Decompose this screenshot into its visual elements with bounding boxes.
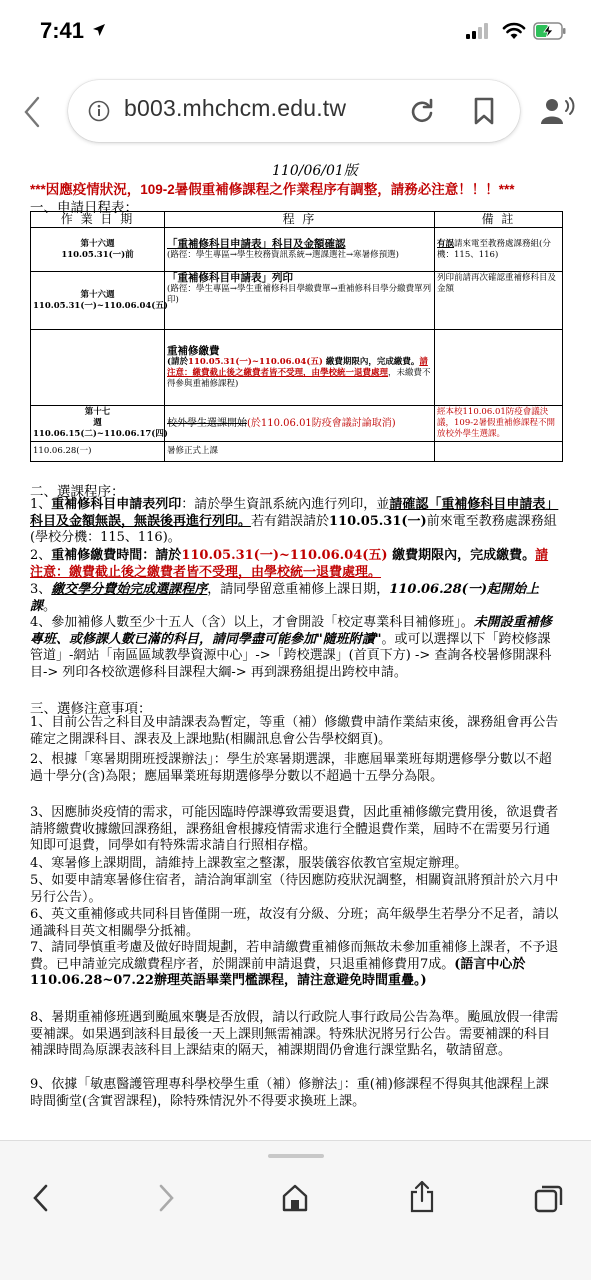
chevron-left-icon[interactable] [30,1183,52,1213]
row1-note-text: 請來電至教務處課務組(分機：115、116) [437,238,551,260]
p3-title: 繳交學分費始完成選課程序 [51,582,208,597]
note-item-2 [30,752,560,785]
note-item-8 [30,1010,560,1060]
version-label: 110/06/01版 [272,163,358,179]
row1-title: 「重補修科目申請表」科目及金額確認 [167,237,346,250]
note-text: 根據「寒暑期開班授課辦法」：學生於寒暑期選課，非應屆畢業班每期選修學分數以不超過十學分(含)為限；應屆畢業班每期選修學分數以不超過十五學分為限。 [30,752,552,784]
share-icon[interactable] [408,1179,436,1213]
note-7-emph: (語言中心於110.06.28~07.22辦理英語畢業門檻課程，請注意避免時間重疊。) [30,956,526,988]
p1-d: 若有錯誤請於 [251,513,330,529]
p4-c: 。或可以選擇以下「跨校修課管道」-網站「南區區域教學資源中心」->「跨校選課」(首頁下方) -> 查詢各校暑修開課科目-> 列印各校欲選修科目課程大綱-> 再到課務組提出跨校申請。 [30,631,552,680]
row1-note [435,228,563,272]
section-notes-heading: 三、選修注意事項： [30,701,152,717]
p4-emph: 未開設重補修專班、或修課人數已滿的科目，請同學盡可能參加"隨班附讀" [30,615,552,647]
procedure-item-1 [30,497,560,547]
procedure-item-4 [30,615,560,681]
col-header-date: 作 業 日 期 [31,212,165,228]
bookmark-icon[interactable] [472,97,496,125]
row3-procedure [165,330,435,406]
row1-path: (路徑：學生專區→學生校務資訊系統→選課選社→寒暑修預選) [167,249,400,260]
row4-note: 經本校110.06.01防疫會議決議，109-2暑假重補修課程不開放校外學生選課。 [435,406,563,442]
info-icon[interactable] [88,100,110,122]
row2-week: 第十六週 [80,289,115,300]
p1-confirm: 請確認「重補修科目申請表」科目及金額無誤，無誤後再進行列印。 [30,497,559,529]
row2-title: 「重補修科目申請表」列印 [167,272,293,284]
table-row [31,442,563,462]
note-text: 如要申請寒暑修住宿者，請洽詢軍訓室（待因應防疫狀況調整，相關資訊將預計於六月中另行公告）。 [30,873,559,905]
row3-b: 繳費期限內，完成繳費。 [322,356,420,367]
row4-week: 第十七 [84,407,111,417]
item-number: 3、 [30,582,52,597]
row5-procedure: 暑修正式上課 [165,442,435,462]
row3-note [435,330,563,406]
table-row [31,272,563,330]
procedure-item-3 [30,582,560,615]
row2-note: 列印前請再次確認重補修科目及金額 [435,272,563,330]
row3-title: 重補修繳費 [167,344,220,357]
tabs-icon[interactable] [534,1183,564,1213]
p2-dates: 110.05.31(一)~110.06.04(五) [181,548,388,563]
table-row [31,406,563,442]
p4-a: 參加補修人數至少十五人（含）以上，才會開設「校定專業科目補修班」。 [51,615,474,630]
note-text: 目前公告之科目及申請課表為暫定，等重（補）修繳費申請作業結束後，課務組會再公告確定之開課科目、課表及上課地點(相關訊息會公告學校網頁)。 [30,715,559,747]
schedule-table [30,211,563,462]
voice-reader-icon[interactable] [541,96,575,126]
row4-proc-struck: 校外學生選課開始 [167,418,247,429]
note-item-4 [30,856,560,873]
p3-d: 。 [43,598,57,614]
reload-icon[interactable] [408,97,436,125]
section-schedule-heading: 一、申請日程表： [30,200,138,216]
procedure-item-2 [30,548,560,581]
note-item-1 [30,715,560,748]
status-bar [0,0,591,64]
item-number: 2、 [30,548,52,563]
col-header-note: 備 註 [435,212,563,228]
row1-deadline: 110.05.31(一)前 [61,249,134,260]
p3-b: ，請同學留意重補修上課日期， [207,582,390,597]
note-text: 因應肺炎疫情的需求，可能因臨時停課導致需要退費，因此重補修繳完費用後，欲退費者請將繳費收據繳回課務組，課務組會根據疫情需求進行全體退費作業，屆時不在需要另行通知即可退費，同學如有特殊需求請自行照相存檔。 [30,805,559,853]
row1-week: 第十六週 [80,238,115,249]
note-item-5 [30,873,560,906]
item-number: 4、 [30,856,52,871]
note-item-6 [30,907,560,940]
row3-date [31,330,165,406]
address-bar[interactable] [68,80,520,142]
p2-warning: 請注意：繳費截止後之繳費者皆不受理，由學校統一退費處理。 [30,548,549,580]
note-item-3 [30,805,560,855]
p3-date: 110.06.28(一)起開始上課 [30,582,539,614]
table-header-row [31,212,563,228]
note-item-9 [30,1077,560,1110]
item-number: 9、 [30,1077,52,1092]
row1-date [31,228,165,272]
row3-warning: 請注意：繳費截止後之繳費者皆不受理，由學校統一退費處理 [167,356,428,378]
note-text: 寒暑修上課期間，請維持上課教室之整潔，服裝儀容依教官室規定辦理。 [51,856,468,871]
note-text: 英文重補修或共同科目皆僅開一班，故沒有分級、分班；高年級學生若學分不足者，請以通識科目英文相關學分抵補。 [30,907,559,939]
col-header-procedure: 程 序 [165,212,435,228]
p2-title: 重補修繳費時間 [51,548,143,563]
p1-f: 前來電至教務處課務組(學校分機：115、116)。 [30,513,557,545]
browser-back-icon[interactable] [22,96,42,128]
item-number: 7、 [30,940,52,955]
wifi-icon [502,22,526,40]
item-number: 4、 [30,615,52,630]
row5-date: 110.06.28(一) [31,442,165,462]
section-procedure-heading: 二、選課程序： [30,484,125,500]
table-row [31,330,563,406]
bottom-toolbar [0,1140,591,1280]
row3-a: (請於 [167,356,189,367]
row2-procedure [165,272,435,330]
row2-date [31,272,168,330]
p2-b: ：請於 [142,548,182,563]
item-number: 1、 [30,497,52,512]
chevron-right-icon[interactable] [155,1183,177,1213]
table-row [31,228,563,272]
p2-c: 繳費期限內，完成繳費。 [387,548,536,563]
home-icon[interactable] [281,1183,309,1213]
row3-dates: 110.05.31(一)~110.06.04(五) [188,356,323,367]
row1-note-emph: 有誤 [437,238,455,249]
item-number: 6、 [30,907,52,922]
row3-c: ，未繳費不得參與重補修課程) [167,367,431,389]
row4-range: 週110.06.15(二)~110.06.17(四) [33,418,168,439]
row4-date [31,406,168,442]
p1-b: ：請於學生資訊系統內進行列印，並 [181,497,390,512]
row1-procedure [165,228,435,272]
note-text: 暑期重補修班遇到颱風來襲是否放假，請以行政院人事行政局公告為準。颱風放假一律需要補課。如果遇到該科目最後一天上課則無需補課。特殊狀況將另行公告。需要補課的科目補課時間為原課表該科目上課結束的隔天，補課期間仍會進行課堂點名，敬請留意。 [30,1010,559,1058]
cellular-signal-icon [466,23,492,39]
note-item-7 [30,940,560,990]
note-text: 請同學慎重考慮及做好時間規劃，若申請繳費重補修而無故未參加重補修上課者，不予退費。已申請並完成繳費程序者，於開課前申請退費，只退重補修費用7成。 [30,940,559,972]
status-time: 7:41 [40,18,85,43]
item-number: 2、 [30,752,52,767]
sheet-handle[interactable] [268,1154,324,1158]
row2-path: (路徑：學生專區→學生重補修科目學繳費單→重補修科目學分繳費單列印) [167,284,432,305]
covid-notice: ***因應疫情狀況，109-2暑假重補修課程之作業程序有調整，請務必注意！！！*** [30,182,515,197]
row5-note [435,442,563,462]
url-text[interactable]: b003.mhchcm.edu.tw [124,95,347,121]
note-text: 依據「敏惠醫護管理專科學校學生重（補）修辦法」：重(補)修課程不得與其他課程上課時間衝堂(含實習課程)，除特殊情況外不得要求換班上課。 [30,1077,549,1109]
item-number: 3、 [30,805,52,820]
p1-title: 重補修科目申請表列印 [51,497,182,512]
battery-charging-icon [533,22,567,40]
item-number: 5、 [30,873,52,888]
item-number: 8、 [30,1010,52,1025]
row2-range: 110.05.31(一)~110.06.04(五) [33,300,168,311]
location-arrow-icon [92,23,106,37]
p1-date: 110.05.31(一) [329,513,427,529]
row4-procedure [165,406,435,442]
item-number: 1、 [30,715,52,730]
row4-proc-cancelled: (於110.06.01防疫會議討論取消) [247,418,396,429]
